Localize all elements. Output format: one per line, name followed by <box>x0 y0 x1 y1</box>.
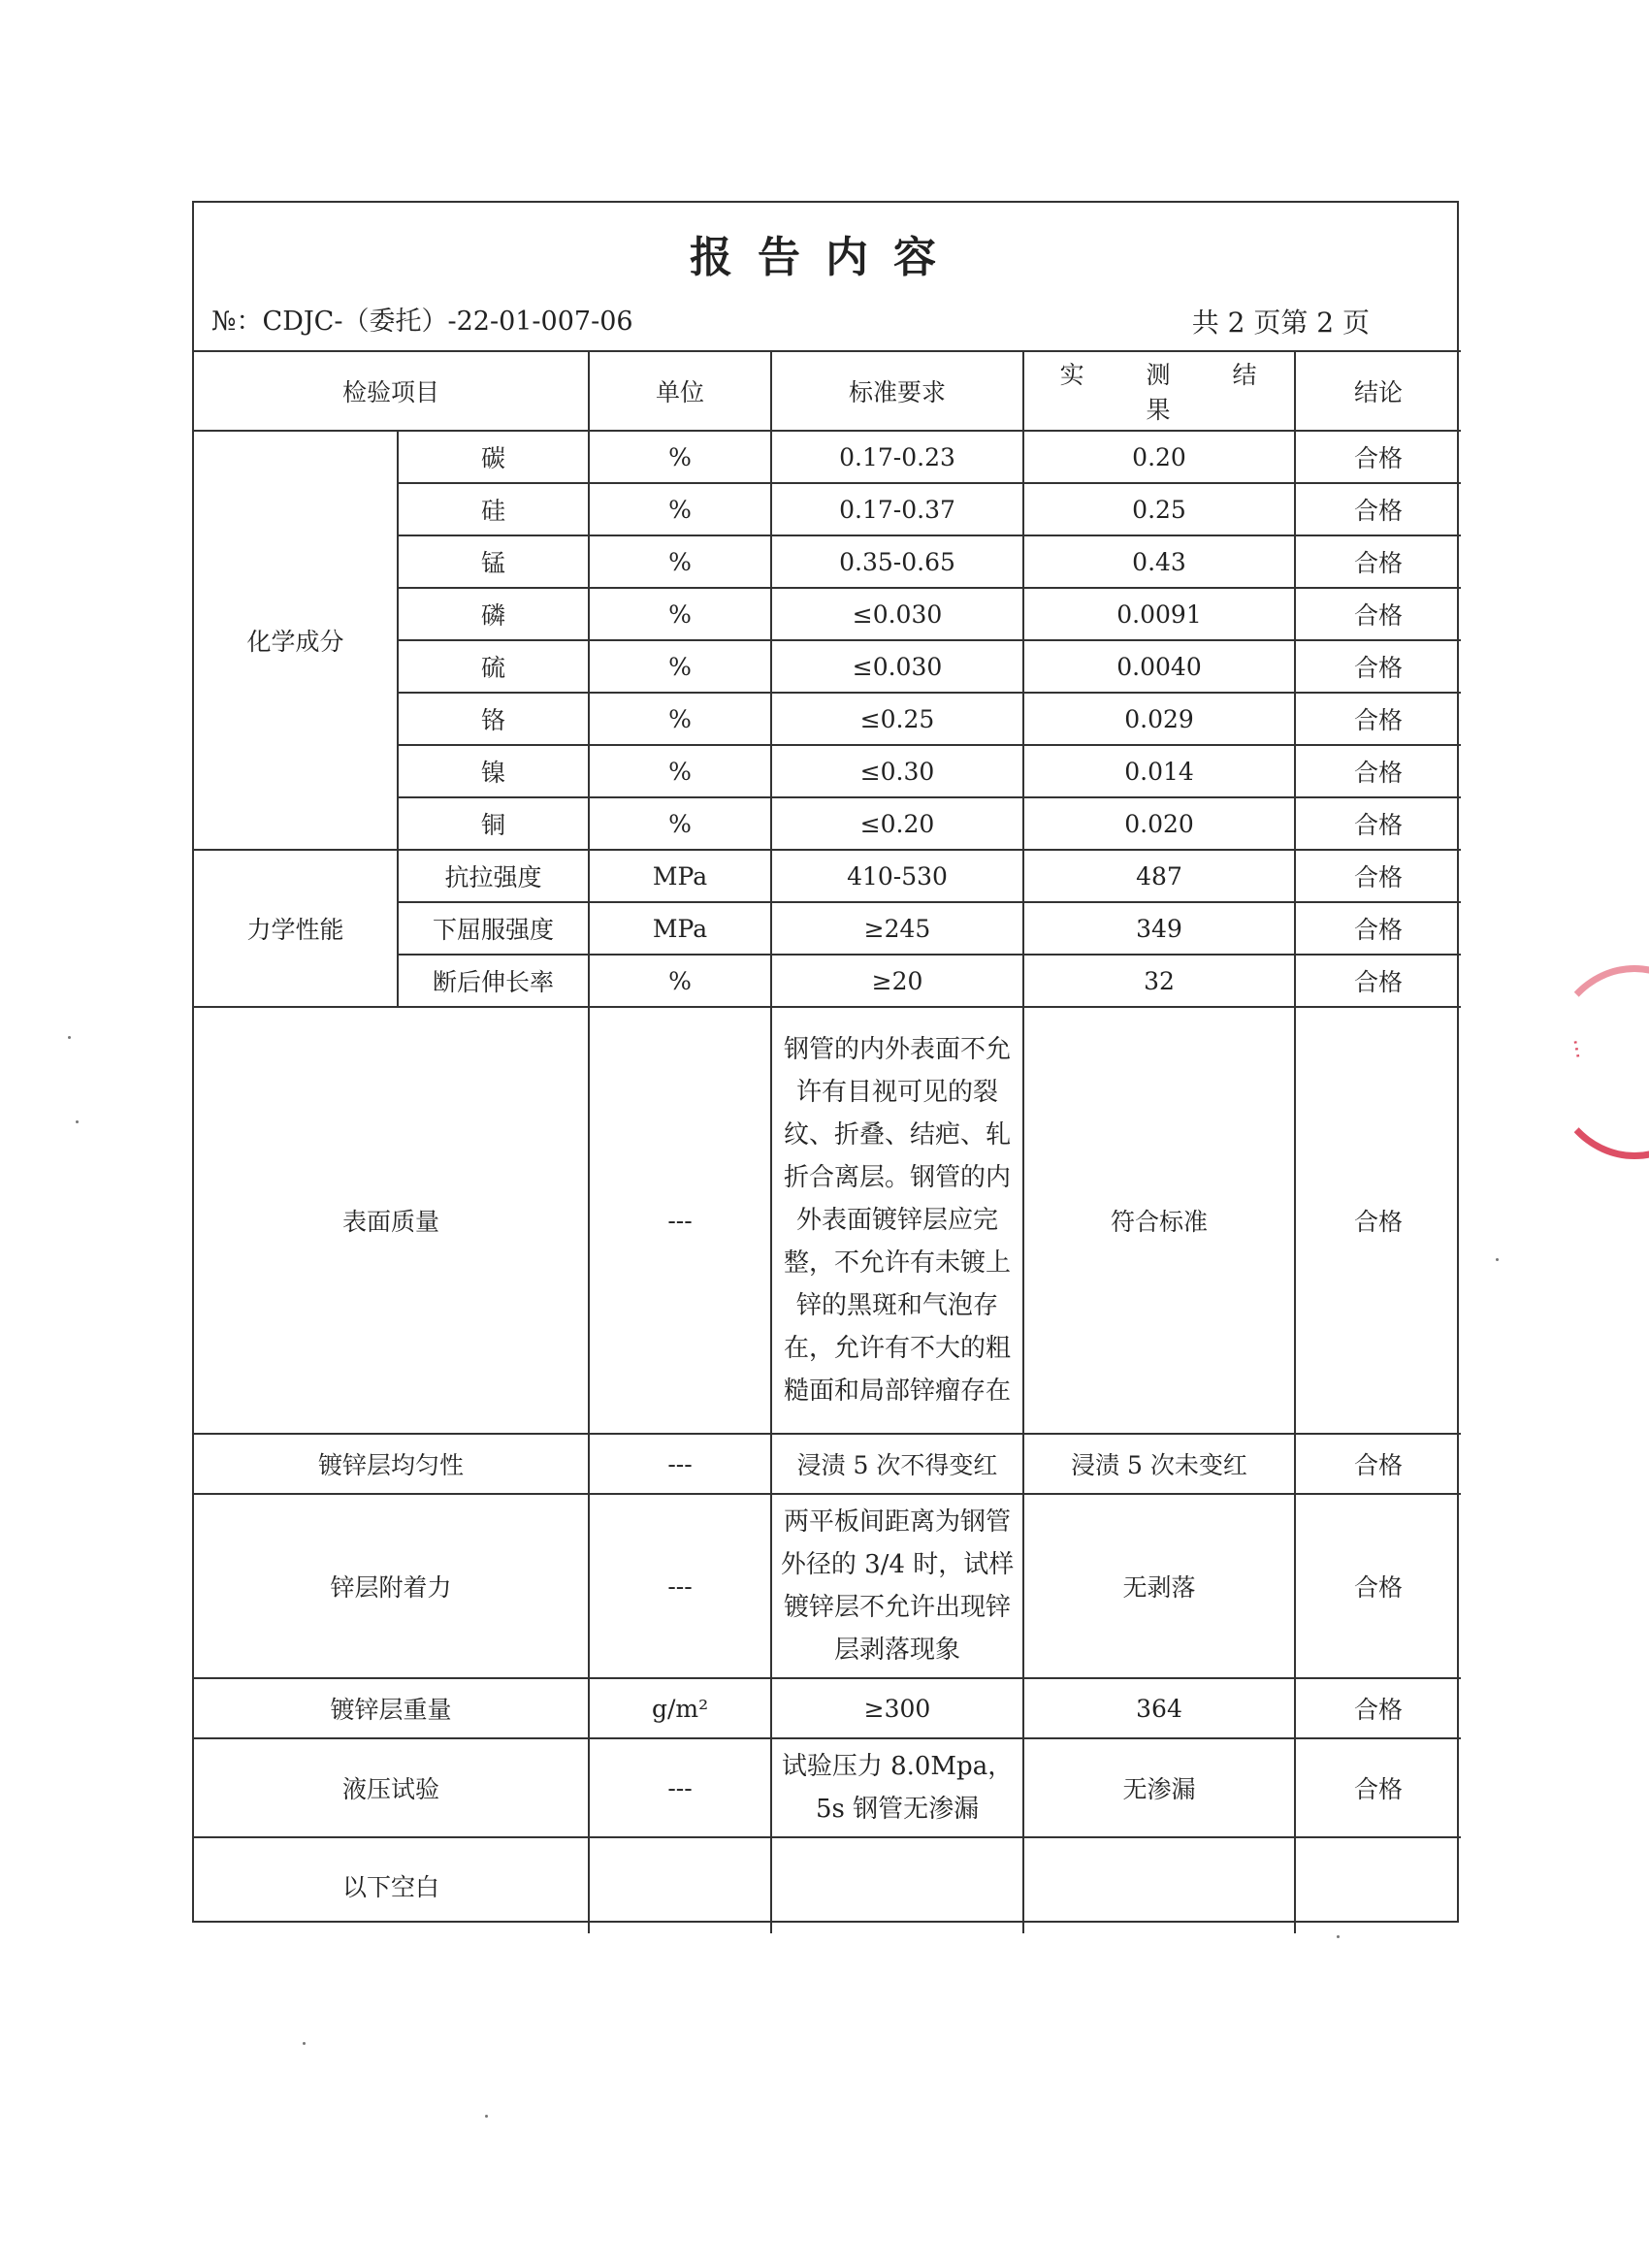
result-cell: 无渗漏 <box>1023 1738 1295 1837</box>
conclusion-cell: 合格 <box>1295 797 1461 850</box>
standard-cell: 浸渍 5 次不得变红 <box>771 1434 1023 1494</box>
item-cell: 碳 <box>398 431 589 483</box>
report-table <box>194 350 1461 1933</box>
group-mechanical: 力学性能 <box>194 850 398 1007</box>
item-cell: 锌层附着力 <box>194 1494 589 1678</box>
unit-cell: % <box>589 483 771 535</box>
unit-cell: % <box>589 431 771 483</box>
standard-cell: 试验压力 8.0Mpa，5s 钢管无渗漏 <box>771 1738 1023 1837</box>
scan-speck <box>303 2042 306 2045</box>
conclusion-cell: 合格 <box>1295 483 1461 535</box>
item-cell: 抗拉强度 <box>398 850 589 902</box>
group-chemical: 化学成分 <box>194 431 398 850</box>
item-cell: 磷 <box>398 588 589 640</box>
standard-cell: 0.17-0.23 <box>771 431 1023 483</box>
item-cell: 液压试验 <box>194 1738 589 1837</box>
result-cell: 0.43 <box>1023 535 1295 588</box>
standard-cell: ≤0.25 <box>771 693 1023 745</box>
item-cell: 硅 <box>398 483 589 535</box>
result-cell: 0.020 <box>1023 797 1295 850</box>
item-cell: 硫 <box>398 640 589 693</box>
item-cell: 镀锌层重量 <box>194 1678 589 1738</box>
result-cell: 0.20 <box>1023 431 1295 483</box>
unit-cell: % <box>589 745 771 797</box>
unit-cell: --- <box>589 1494 771 1678</box>
item-cell: 断后伸长率 <box>398 955 589 1007</box>
report-frame <box>192 201 1459 1923</box>
header-unit: 单位 <box>589 351 771 431</box>
conclusion-cell: 合格 <box>1295 1434 1461 1494</box>
conclusion-cell: 合格 <box>1295 1738 1461 1837</box>
page-info: 共 2 页第 2 页 <box>1191 307 1370 339</box>
conclusion-cell: 合格 <box>1295 431 1461 483</box>
header-item: 检验项目 <box>194 351 589 431</box>
blank-note: 以下空白 <box>194 1837 589 1933</box>
result-cell: 0.25 <box>1023 483 1295 535</box>
unit-cell: MPa <box>589 902 771 955</box>
result-cell: 0.014 <box>1023 745 1295 797</box>
standard-cell: ≤0.030 <box>771 588 1023 640</box>
standard-cell: ≥300 <box>771 1678 1023 1738</box>
unit-cell: g/m² <box>589 1678 771 1738</box>
scan-speck <box>76 1120 79 1123</box>
unit-cell: MPa <box>589 850 771 902</box>
conclusion-cell: 合格 <box>1295 1007 1461 1434</box>
table-row-surface-quality <box>194 1007 1461 1434</box>
result-cell: 0.0091 <box>1023 588 1295 640</box>
table-row-blank <box>194 1837 1461 1933</box>
conclusion-cell: 合格 <box>1295 1494 1461 1678</box>
empty-cell <box>1295 1837 1461 1933</box>
conclusion-cell: 合格 <box>1295 1678 1461 1738</box>
result-cell: 浸渍 5 次未变红 <box>1023 1434 1295 1494</box>
unit-cell: % <box>589 640 771 693</box>
result-cell: 349 <box>1023 902 1295 955</box>
scan-speck <box>1337 1935 1340 1938</box>
empty-cell <box>1023 1837 1295 1933</box>
conclusion-cell: 合格 <box>1295 693 1461 745</box>
standard-cell: ≤0.20 <box>771 797 1023 850</box>
stamp-text: ... <box>1568 1035 1596 1061</box>
scan-speck <box>68 1036 71 1039</box>
conclusion-cell: 合格 <box>1295 588 1461 640</box>
unit-cell: % <box>589 588 771 640</box>
header-result: 实 测 结 果 <box>1023 351 1295 431</box>
result-cell: 32 <box>1023 955 1295 1007</box>
item-cell: 下屈服强度 <box>398 902 589 955</box>
unit-cell: % <box>589 797 771 850</box>
standard-cell: ≥20 <box>771 955 1023 1007</box>
standard-cell: ≤0.030 <box>771 640 1023 693</box>
standard-cell: 钢管的内外表面不允许有目视可见的裂纹、折叠、结疤、轧折合离层。钢管的内外表面镀锌层应完整，不允许有未镀上锌的黑斑和气泡存在，允许有不大的粗糙面和局部锌瘤存在 <box>771 1007 1023 1434</box>
result-cell: 364 <box>1023 1678 1295 1738</box>
table-row-zinc-weight <box>194 1678 1461 1738</box>
table-row-zinc-adhesion <box>194 1494 1461 1678</box>
item-cell: 镀锌层均匀性 <box>194 1434 589 1494</box>
unit-cell: --- <box>589 1007 771 1434</box>
unit-cell: --- <box>589 1738 771 1837</box>
conclusion-cell: 合格 <box>1295 535 1461 588</box>
conclusion-cell: 合格 <box>1295 850 1461 902</box>
item-cell: 铜 <box>398 797 589 850</box>
unit-cell: % <box>589 955 771 1007</box>
scan-speck <box>485 2115 488 2118</box>
header-standard: 标准要求 <box>771 351 1023 431</box>
table-row <box>194 431 1461 483</box>
conclusion-cell: 合格 <box>1295 745 1461 797</box>
scan-speck <box>1496 1258 1499 1261</box>
item-cell: 铬 <box>398 693 589 745</box>
unit-cell: % <box>589 535 771 588</box>
red-seal-stamp <box>1547 965 1649 1159</box>
result-cell: 0.029 <box>1023 693 1295 745</box>
standard-cell: 0.17-0.37 <box>771 483 1023 535</box>
conclusion-cell: 合格 <box>1295 902 1461 955</box>
standard-cell: 0.35-0.65 <box>771 535 1023 588</box>
result-cell: 无剥落 <box>1023 1494 1295 1678</box>
unit-cell: --- <box>589 1434 771 1494</box>
item-cell: 镍 <box>398 745 589 797</box>
result-cell: 0.0040 <box>1023 640 1295 693</box>
table-row-hydraulic-test <box>194 1738 1461 1837</box>
result-cell: 符合标准 <box>1023 1007 1295 1434</box>
table-row-zinc-uniformity <box>194 1434 1461 1494</box>
standard-cell: ≥245 <box>771 902 1023 955</box>
standard-cell: 410-530 <box>771 850 1023 902</box>
table-row <box>194 850 1461 902</box>
unit-cell: % <box>589 693 771 745</box>
report-title: 报告内容 <box>690 233 961 282</box>
item-cell: 表面质量 <box>194 1007 589 1434</box>
result-cell: 487 <box>1023 850 1295 902</box>
standard-cell: 两平板间距离为钢管外径的 3/4 时，试样镀锌层不允许出现锌层剥落现象 <box>771 1494 1023 1678</box>
empty-cell <box>589 1837 771 1933</box>
empty-cell <box>771 1837 1023 1933</box>
header-conclusion: 结论 <box>1295 351 1461 431</box>
report-number: №：CDJC-（委托）-22-01-007-06 <box>211 307 633 337</box>
item-cell: 锰 <box>398 535 589 588</box>
table-header-row <box>194 351 1461 431</box>
conclusion-cell: 合格 <box>1295 955 1461 1007</box>
conclusion-cell: 合格 <box>1295 640 1461 693</box>
standard-cell: ≤0.30 <box>771 745 1023 797</box>
